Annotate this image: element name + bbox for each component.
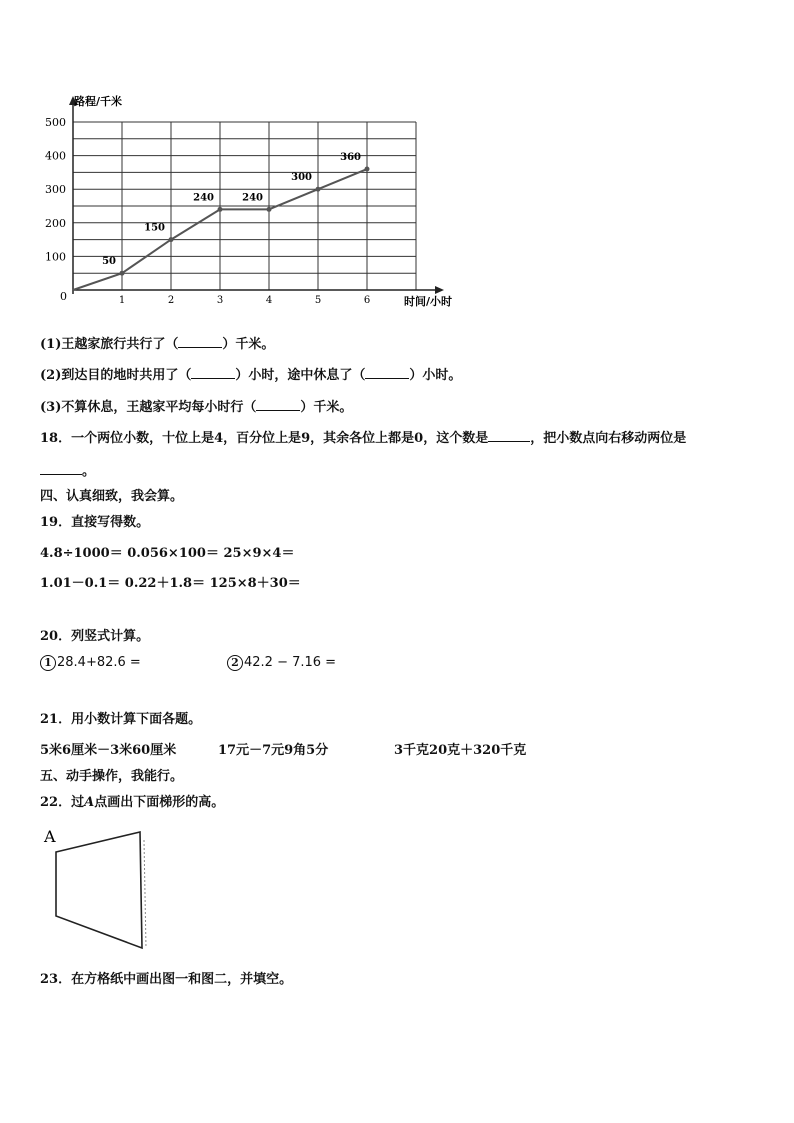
q18-end: 。 [82,464,96,479]
x-axis-arrow [435,286,444,294]
q17-part3-pre: (3)不算休息，王越家平均每小时行（ [40,400,257,415]
answer-blank[interactable] [365,366,409,379]
q21-title: 21．用小数计算下面各题。 [40,712,202,727]
q17-part2-pre: (2)到达目的地时共用了（ [40,368,192,383]
x-tick-label: 6 [363,295,371,306]
data-label: 50 [102,256,116,268]
q21-item2: 17元－7元9角5分 [218,743,329,758]
answer-blank[interactable] [256,398,300,411]
q20-expression-1: 28.4+82.6 = [57,655,141,670]
q18-text1: 18．一个两位小数，十位上是4，百分位上是9，其余各位上都是0，这个数是 [40,431,489,446]
q19-row2: 1.01－0.1＝ 0.22＋1.8＝ 125×8＋30＝ [40,576,301,591]
q22-title-pre: 22．过 [40,795,85,810]
answer-blank[interactable] [40,462,82,475]
data-point [120,271,125,276]
q22-title [40,791,224,810]
y-tick-label: 200 [45,216,66,230]
q18-line2 [40,460,95,479]
trapezoid [56,832,142,948]
data-label: 150 [144,222,165,234]
data-label: 360 [340,152,361,164]
data-point [316,187,321,192]
q18-text2: ，把小数点向右移动两位是 [530,431,687,446]
q21-item3: 3千克20克＋320千克 [394,743,527,758]
q17-part1-pre: (1)王越家旅行共行了（ [40,337,179,352]
trapezoid-figure [38,820,168,960]
answer-blank[interactable] [178,335,222,348]
data-point [267,207,272,212]
section-5-heading: 五、动手操作，我能行。 [40,769,184,784]
data-point [218,207,223,212]
data-label: 240 [242,192,263,204]
circled-number-1: 1 [40,655,56,671]
q19-title: 19．直接写得数。 [40,515,150,530]
q17-part2-mid: ）小时，途中休息了（ [235,368,366,383]
answer-blank[interactable] [191,366,235,379]
distance-time-chart [28,88,468,310]
y-tick-label: 100 [45,250,66,264]
q17-part2 [40,364,461,383]
q21-item1: 5米6厘米－3米60厘米 [40,743,177,758]
q20-title: 20．列竖式计算。 [40,629,150,644]
x-tick-label: 1 [118,295,126,306]
q20-item1 [40,655,141,671]
x-tick-label: 5 [314,295,322,306]
y-tick-label: 400 [45,149,66,163]
q17-part1-post: ）千米。 [222,337,275,352]
q17-part3-post: ）千米。 [300,400,353,415]
x-tick-labels [119,295,370,306]
x-tick-label: 2 [167,295,175,306]
data-label: 300 [291,172,312,184]
x-tick-label: 4 [265,295,273,306]
y-tick-labels [45,116,66,263]
circled-number-2: 2 [227,655,243,671]
q23-title: 23．在方格纸中画出图一和图二，并填空。 [40,972,293,987]
x-axis-title: 时间/小时 [404,295,453,308]
x-tick-label: 3 [216,295,224,306]
q17-part2-post: ）小时。 [409,368,462,383]
q17-part1 [40,333,274,352]
q22-title-post: 点画出下面梯形的高。 [94,795,225,810]
data-point [365,167,370,172]
data-label: 240 [193,192,214,204]
origin-label: 0 [60,290,67,303]
point-a-label: A [44,827,56,846]
q20-expression-2: 42.2 − 7.16 = [244,655,337,670]
data-point [169,237,174,242]
chart-grid [73,122,416,290]
y-tick-label: 300 [45,183,66,197]
q22-title-var: A [84,795,95,810]
q17-part3 [40,396,352,415]
q19-row1: 4.8÷1000＝ 0.056×100＝ 25×9×4＝ [40,546,295,561]
section-4-heading: 四、认真细致，我会算。 [40,489,184,504]
y-tick-label: 500 [45,116,66,129]
q18-line1 [40,427,686,446]
q20-item2 [227,655,336,671]
trapezoid-right-shadow [144,840,146,948]
answer-blank[interactable] [488,429,530,442]
y-axis-title: 路程/千米 [74,95,123,108]
